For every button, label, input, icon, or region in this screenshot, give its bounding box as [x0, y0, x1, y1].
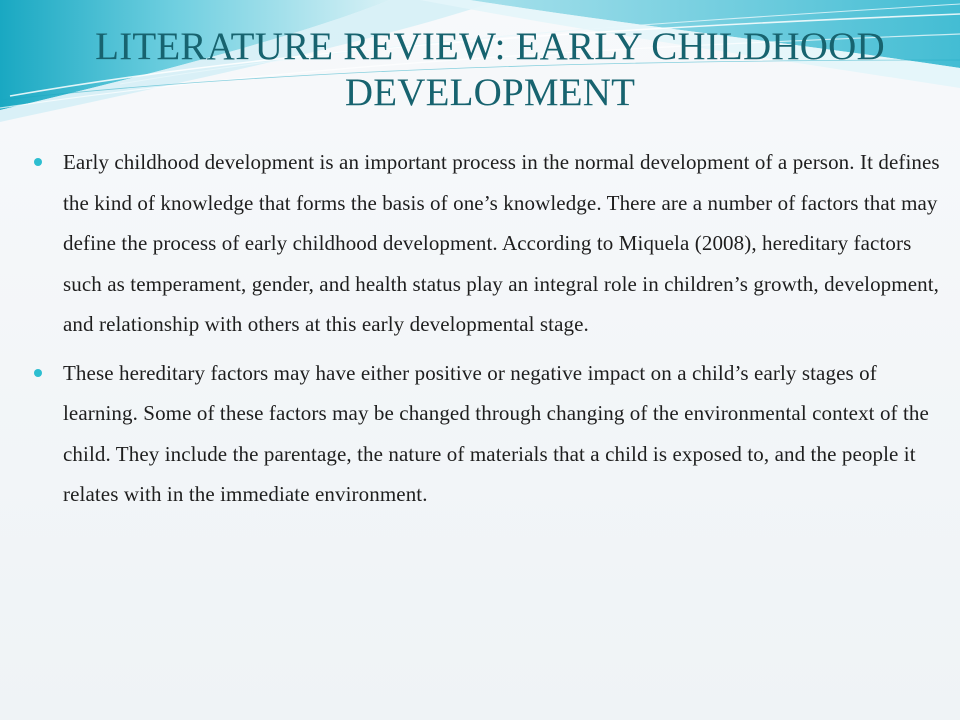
bullet-item	[34, 142, 940, 345]
slide-title-line-2: DEVELOPMENT	[344, 71, 636, 114]
slide-title-line-1: LITERATURE REVIEW: EARLY CHILDHOOD	[95, 25, 885, 68]
bullet-list	[34, 142, 940, 523]
bullet-text: Early childhood development is an important process in the normal development of a person. It defines the kind of knowledge that forms the basis of one’s knowledge. There are a number of factors that may define the process of early childhood development. According to Miquela (2008), hereditary factors such as temperament, gender, and health status play an integral role in children’s growth, development, and relationship with others at this early developmental stage.	[63, 150, 940, 336]
bullet-dot-icon	[34, 158, 42, 166]
bullet-item	[34, 353, 940, 515]
bullet-dot-icon	[34, 369, 42, 377]
slide-title	[40, 24, 940, 116]
bullet-text: These hereditary factors may have either positive or negative impact on a child’s early stages of learning. Some of these factors may be changed through changing of the environmental context of the child. They include the parentage, the nature of materials that a child is exposed to, and the people it relates with in the immediate environment.	[63, 360, 929, 506]
